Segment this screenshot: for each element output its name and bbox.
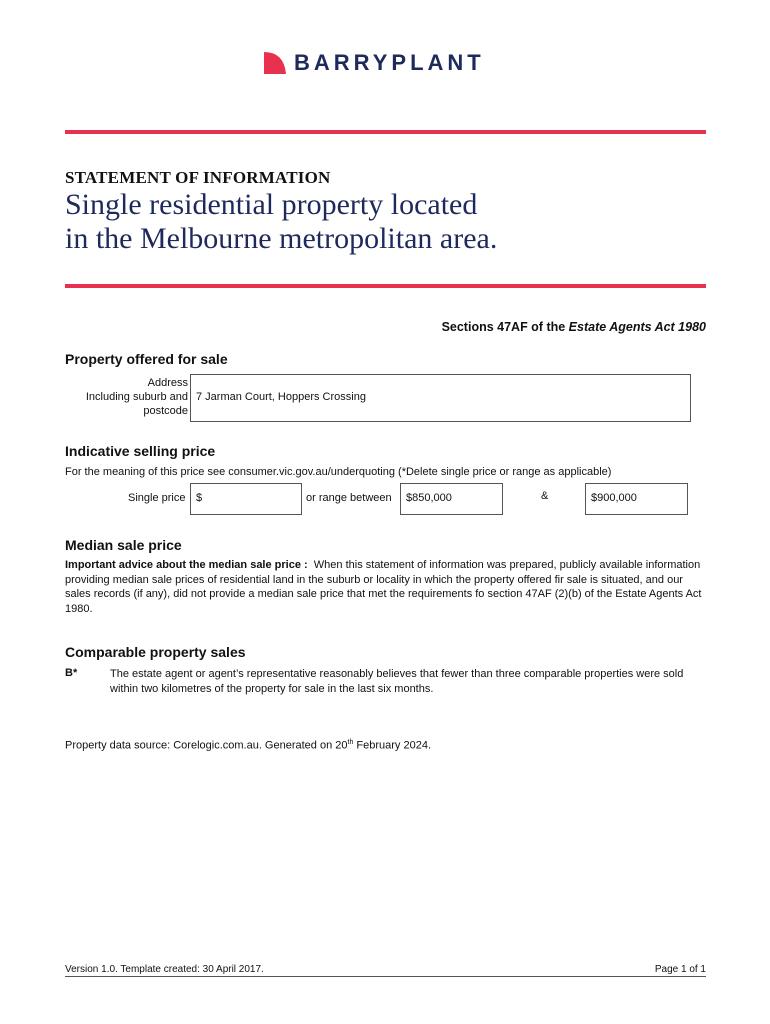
act-name: Estate Agents Act 1980 [568, 320, 706, 334]
range-ampersand: & [541, 490, 549, 502]
range-high-field[interactable]: $900,000 [585, 483, 688, 515]
bottom-title-divider [65, 284, 706, 288]
median-heading: Median sale price [65, 537, 182, 553]
footer-version: Version 1.0. Template created: 30 April 2017. [65, 964, 264, 975]
source-suffix: February 2024. [353, 739, 431, 752]
source-prefix: Property data source: Corelogic.com.au. Generated on 20 [65, 739, 348, 752]
data-source [65, 739, 431, 752]
document-kicker: STATEMENT OF INFORMATION [65, 168, 331, 187]
company-logo [262, 50, 485, 76]
sections-reference [442, 320, 706, 334]
top-divider [65, 130, 706, 134]
title-line-2: in the Melbourne metropolitan area. [65, 222, 498, 255]
range-label: or range between [306, 492, 392, 504]
address-label-line-3: postcode [143, 405, 188, 417]
comparable-option-text: The estate agent or agent’s representative reasonably believes that fewer than three comparable properties were sold within two kilometres of the property for sale in the last six months. [110, 668, 684, 695]
address-label-line-2: Including suburb and [85, 391, 188, 403]
median-advice-body: When this statement of information was prepared, publicly available information providing median sale prices of residential land in the suburb or locality in which the property offered fir sale is situated, and our sales records (if any), did not provide a median sale price that met the requirements fo section 47AF (2)(b) of the Estate Agents Act 1980. [65, 559, 702, 615]
median-advice-lead: Important advice about the median sale price : [65, 559, 308, 571]
address-label-line-1: Address [147, 377, 188, 389]
footer-divider [65, 976, 706, 977]
single-price-field[interactable]: $ [190, 483, 302, 515]
price-heading: Indicative selling price [65, 443, 216, 459]
sections-prefix: Sections 47AF of the [441, 320, 569, 334]
address-label [65, 376, 188, 418]
comparable-option-label: B* [65, 667, 78, 679]
logo-mark-icon [262, 50, 288, 76]
address-field[interactable]: 7 Jarman Court, Hoppers Crossing [190, 374, 691, 422]
source-sup: th [347, 739, 354, 746]
logo-wordmark: BARRYPLANT [294, 50, 485, 75]
median-advice [65, 558, 705, 616]
price-note: For the meaning of this price see consumer.vic.gov.au/underquoting (*Delete single price or range as applicable) [65, 466, 612, 478]
range-low-field[interactable]: $850,000 [400, 483, 503, 515]
comparable-heading: Comparable property sales [65, 644, 246, 660]
footer-page-number: Page 1 of 1 [654, 964, 706, 975]
title-line-1: Single residential property located [65, 188, 478, 221]
property-heading: Property offered for sale [65, 351, 228, 367]
single-price-label: Single price [128, 492, 186, 504]
document-title [65, 188, 665, 256]
